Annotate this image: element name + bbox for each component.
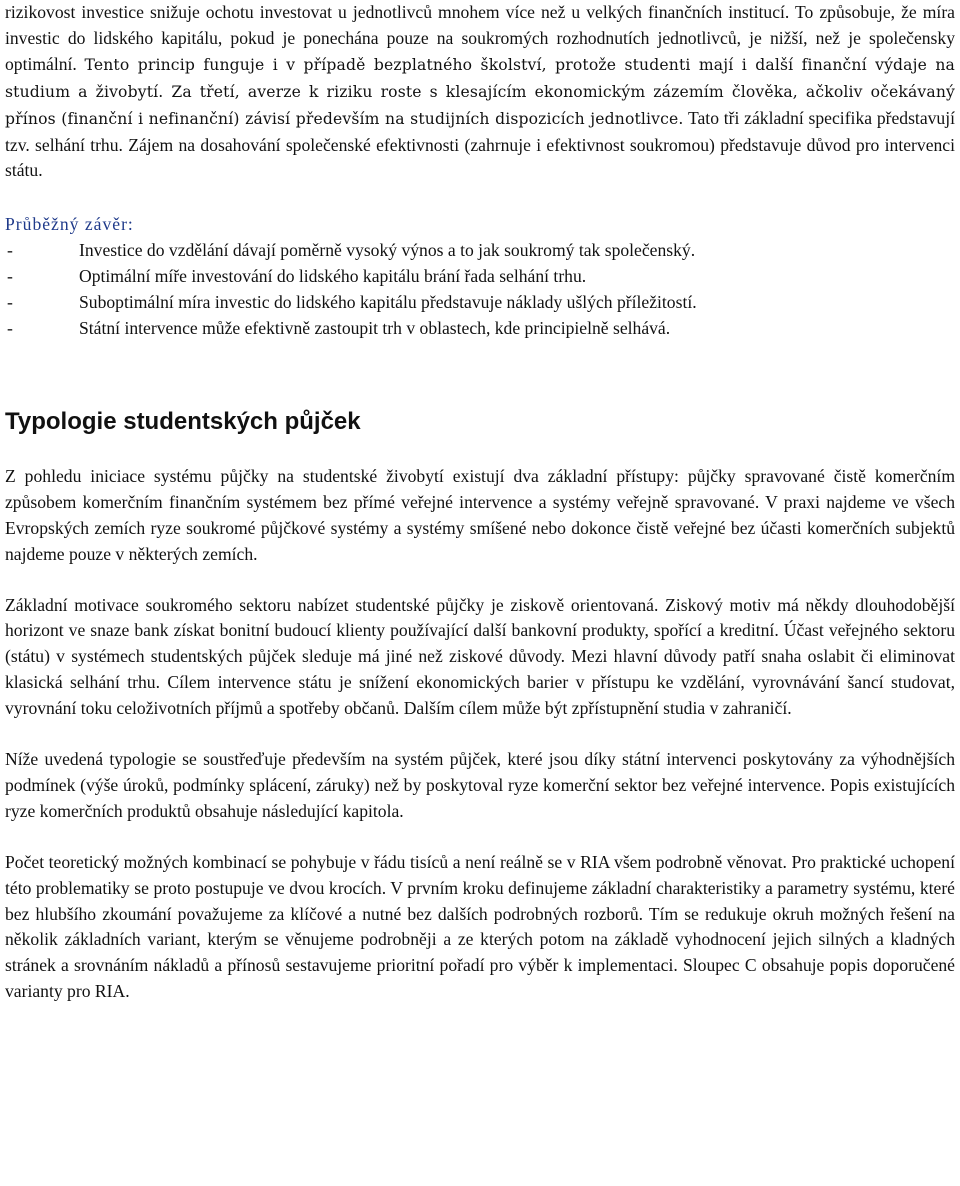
body-paragraph: Počet teoretický možných kombinací se pohybuje v řádu tisíců a není reálně se v RIA všem podrobně věnovat. Pro praktické uchopení této problematiky se proto postupuje ve dvou krocích. V prvním kroku definujeme základní charakteristiky a parametry systému, které bez hlubšího zkoumání považujeme za klíčové a nutné bez dalších podrobných rozborů. Tím se redukuje okruh možných řešení na několik základních variant, kterým se věnujeme podrobněji a ze kterých potom na základě vyhodnocení jejich silných a kladných stránek a srovnáním nákladů a přínosů sestavujeme prioritní pořadí pro výběr k implementaci. Sloupec C obsahuje popis doporučené varianty pro RIA. xyxy=(5,851,955,1002)
document-page xyxy=(5,0,955,1005)
dash-bullet: - xyxy=(7,240,13,261)
intro-text-condensed: Tento princip funguje i v případě bezplatného školství, protože studenti mají i další finanční výdaje na studium a živobytí. Za třetí, averze k riziku roste s klesajícím ekonomickým zázemím člověka, ačkoliv očekávaný přínos (finanční i nefinanční) závisí především na studijních dispozicích jednotlivce. xyxy=(5,55,955,128)
list-item-text: Investice do vzdělání dávají poměrně vysoký výnos a to jak soukromý tak společenský. xyxy=(79,240,696,261)
list-item xyxy=(5,290,955,316)
interim-conclusion-list xyxy=(5,238,955,342)
dash-bullet: - xyxy=(7,292,13,313)
body-paragraph: Z pohledu iniciace systému půjčky na studentské živobytí existují dva základní přístupy: půjčky spravované čistě komerčním způsobem komerčním finančním systémem bez přímé veřejné intervence a systémy veřejně spravované. V praxi najdeme ve všech Evropských zemích ryze soukromé půjčkové systémy a systémy smíšené nebo dokonce čistě veřejné bez účasti komerčních subjektů najdeme pouze v některých zemích. xyxy=(5,465,955,564)
list-item-text: Státní intervence může efektivně zastoupit trh v oblastech, kde principielně selhává. xyxy=(79,317,671,338)
list-item-text: Suboptimální míra investic do lidského kapitálu představuje náklady ušlých příležitostí. xyxy=(79,292,697,313)
dash-bullet: - xyxy=(7,317,13,338)
dash-bullet: - xyxy=(7,266,13,287)
intro-paragraph xyxy=(5,0,955,184)
interim-conclusion-title: Průběžný závěr: xyxy=(5,214,134,235)
section-heading: Typologie studentských půjček xyxy=(5,407,361,435)
intro-text-start: rizikovost investice snižuje ochotu investovat u jednotlivců mnohem více než u velkých finančních institucí. To způsobuje, že míra investic do lidského kapitálu, pokud je ponechána pouze na soukromých rozhodnutích jednotlivců, je nižší, než je společensky optimální. xyxy=(5,2,955,74)
list-item xyxy=(5,264,955,290)
list-item xyxy=(5,316,955,342)
body-paragraph: Základní motivace soukromého sektoru nabízet studentské půjčky je ziskově orientovaná. Ziskový motiv má někdy dlouhodobější horizont ve snaze bank získat bonitní budoucí klienty používající další bankovní produkty, spořící a kreditní. Účast veřejného sektoru (státu) v systémech studentských půjček sleduje má jiné než ziskové důvody. Mezi hlavní důvody patří snaha oslabit či eliminovat klasická selhání trhu. Cílem intervence státu je snížení ekonomických barier v přístupu ke vzdělání, vyrovnávání šancí studovat, vyrovnání toku celoživotních příjmů a spotřeby občanů. Dalším cílem může být zpřístupnění studia v zahraničí. xyxy=(5,594,955,719)
intro-text-tail: Tato tři základní specifika představují tzv. selhání trhu. Zájem na dosahování společenské efektivnosti (zahrnuje i efektivnost soukromou) představuje důvod pro intervenci státu. xyxy=(5,107,955,181)
list-item-text: Optimální míře investování do lidského kapitálu brání řada selhání trhu. xyxy=(79,266,587,287)
list-item xyxy=(5,238,955,264)
body-paragraph: Níže uvedená typologie se soustřeďuje především na systém půjček, které jsou díky státní intervenci poskytovány za výhodnějších podmínek (výše úroků, podmínky splácení, záruky) než by poskytoval ryze komerční sektor bez veřejné intervence. Popis existujících ryze komerčních produktů obsahuje následující kapitola. xyxy=(5,749,955,821)
